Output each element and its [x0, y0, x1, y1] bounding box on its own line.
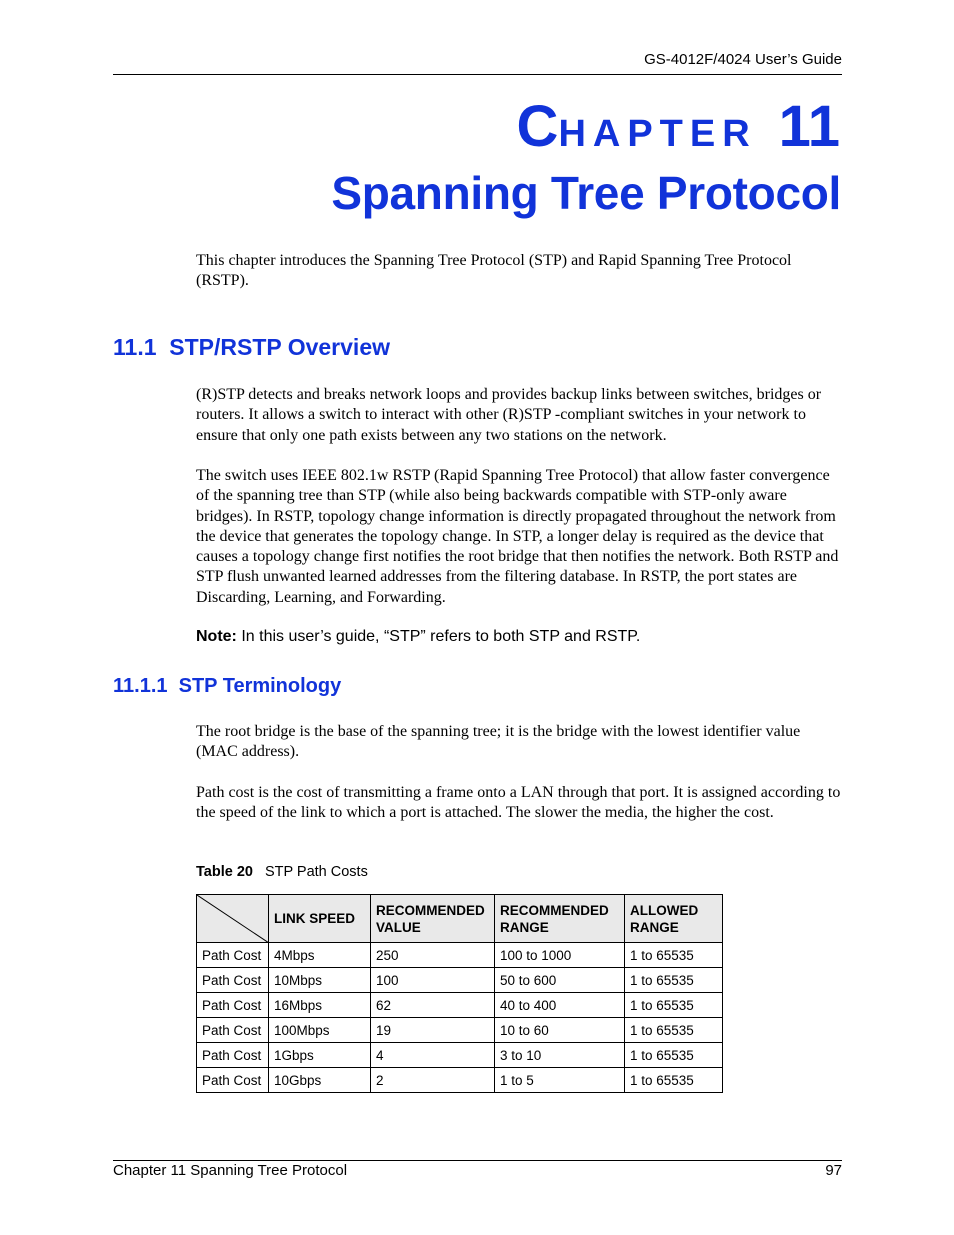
footer-page-number: 97 — [825, 1162, 842, 1179]
header-rule — [113, 74, 842, 75]
note-text: In this user’s guide, “STP” refers to both STP and RSTP. — [236, 628, 641, 645]
cell-recommended-value: 250 — [371, 943, 495, 968]
chapter-number: 11 — [778, 94, 840, 159]
table-caption-label: Table 20 — [196, 864, 253, 880]
overview-paragraph-1: (R)STP detects and breaks network loops and provides backup links between switches, bridges or routers. It allows a switch to interact with other (R)STP -compliant switches in your network to ensure that only one path exists between any two stations on the network. — [196, 386, 822, 444]
header-recommended-range: RECOMMENDED RANGE — [495, 895, 625, 943]
chapter-title: Spanning Tree Protocol — [331, 167, 841, 219]
row-label: Path Cost — [197, 1068, 269, 1093]
note-label: Note: — [196, 628, 237, 645]
chapter-label-initial: C — [516, 94, 559, 159]
cell-allowed-range: 1 to 65535 — [625, 943, 723, 968]
table-corner-cell — [197, 895, 269, 943]
section-heading-11-1: 11.1 STP/RSTP Overview — [113, 334, 390, 360]
row-label: Path Cost — [197, 943, 269, 968]
terminology-paragraph-2: Path cost is the cost of transmitting a frame onto a LAN through that port. It is assigned according to the speed of the link to which a port is attached. The slower the media, the higher the cost. — [196, 784, 841, 822]
header-recommended-value: RECOMMENDED VALUE — [371, 895, 495, 943]
note — [196, 628, 640, 646]
cell-recommended-value: 2 — [371, 1068, 495, 1093]
footer-rule — [113, 1160, 842, 1161]
cell-recommended-range: 100 to 1000 — [495, 943, 625, 968]
row-label: Path Cost — [197, 968, 269, 993]
table-caption-text: STP Path Costs — [264, 864, 368, 880]
cell-recommended-range: 3 to 10 — [495, 1043, 625, 1068]
cell-allowed-range: 1 to 65535 — [625, 993, 723, 1018]
cell-link-speed: 1Gbps — [269, 1043, 371, 1068]
cell-allowed-range: 1 to 65535 — [625, 1068, 723, 1093]
cell-recommended-value: 100 — [371, 968, 495, 993]
cell-link-speed: 16Mbps — [269, 993, 371, 1018]
cell-recommended-range: 10 to 60 — [495, 1018, 625, 1043]
running-header-title: GS-4012F/4024 User’s Guide — [644, 51, 842, 68]
cell-allowed-range: 1 to 65535 — [625, 1043, 723, 1068]
cell-allowed-range: 1 to 65535 — [625, 968, 723, 993]
cell-recommended-value: 19 — [371, 1018, 495, 1043]
cell-recommended-value: 62 — [371, 993, 495, 1018]
cell-link-speed: 100Mbps — [269, 1018, 371, 1043]
row-label: Path Cost — [197, 993, 269, 1018]
cell-recommended-range: 50 to 600 — [495, 968, 625, 993]
cell-recommended-range: 1 to 5 — [495, 1068, 625, 1093]
cell-recommended-value: 4 — [371, 1043, 495, 1068]
stp-path-costs-table — [196, 894, 723, 1093]
row-label: Path Cost — [197, 1043, 269, 1068]
cell-recommended-range: 40 to 400 — [495, 993, 625, 1018]
table-row — [197, 1043, 723, 1068]
table-row — [197, 943, 723, 968]
cell-link-speed: 10Gbps — [269, 1068, 371, 1093]
footer-chapter-title: Chapter 11 Spanning Tree Protocol — [113, 1162, 348, 1179]
table-header-row — [197, 895, 723, 943]
header-allowed-range: ALLOWED RANGE — [625, 895, 723, 943]
cell-link-speed: 10Mbps — [269, 968, 371, 993]
terminology-paragraph-1: The root bridge is the base of the spanning tree; it is the bridge with the lowest identifier value (MAC address). — [196, 723, 801, 761]
table-caption — [196, 864, 368, 880]
table-row — [197, 1068, 723, 1093]
row-label: Path Cost — [197, 1018, 269, 1043]
intro-paragraph: This chapter introduces the Spanning Tree Protocol (STP) and Rapid Spanning Tree Protocol (RSTP). — [196, 252, 792, 290]
cell-allowed-range: 1 to 65535 — [625, 1018, 723, 1043]
chapter-label-rest: HAPTER — [558, 113, 757, 155]
table-row — [197, 968, 723, 993]
chapter-label — [516, 94, 840, 159]
table-row — [197, 1018, 723, 1043]
overview-paragraph-2: The switch uses IEEE 802.1w RSTP (Rapid Spanning Tree Protocol) that allow faster convergence of the spanning tree than STP (while also being backwards compatible with STP-only aware bridges). In RSTP, topology change information is directly propagated throughout the network from the device that generates the topology change. In STP, a longer delay is required as the device that causes a topology change first notifies the root bridge that then notifies the network. Both RSTP and STP flush unwanted learned addresses from the filtering database. In RSTP, the port states are Discarding, Learning, and Forwarding. — [196, 467, 839, 606]
table-row — [197, 993, 723, 1018]
header-link-speed: LINK SPEED — [269, 895, 371, 943]
diagonal-line — [197, 895, 269, 943]
cell-link-speed: 4Mbps — [269, 943, 371, 968]
section-heading-11-1-1: 11.1.1 STP Terminology — [113, 675, 342, 697]
